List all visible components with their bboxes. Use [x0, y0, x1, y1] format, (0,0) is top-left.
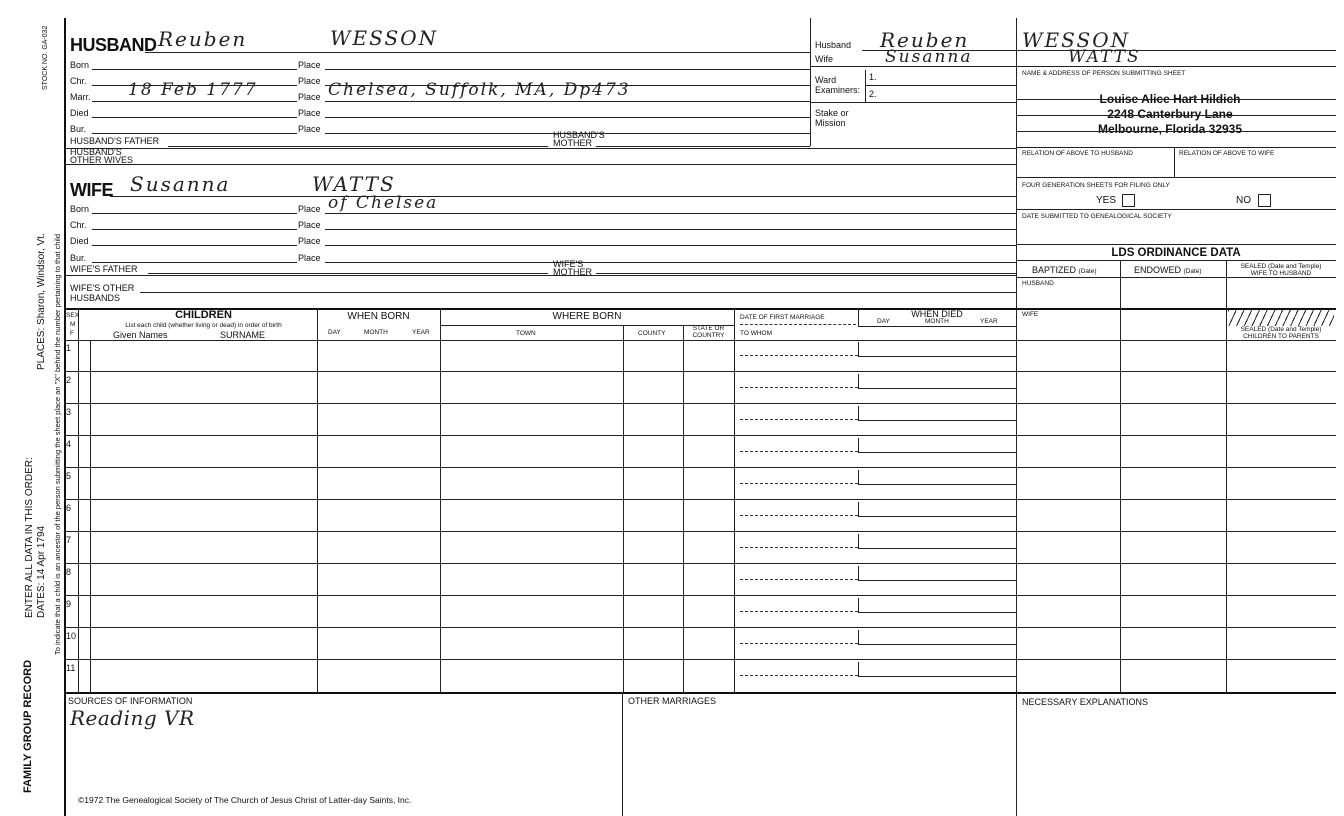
husbands-father-label: HUSBAND'S FATHER — [70, 136, 160, 146]
wife-heading: WIFE — [70, 180, 113, 200]
necessary-explanations-label: NECESSARY EXPLANATIONS — [1022, 697, 1149, 707]
ward-husband-given[interactable]: Reuben — [880, 28, 970, 52]
side-indicate-note: To indicate that a child is an ancestor of the person submitting the sheet place an "X" behind the number pertaining to that child — [53, 233, 62, 655]
husband-marriage-place[interactable]: Chelsea, Suffolk, MA, Dp473 — [328, 80, 631, 100]
side-dates-label: DATES: 14 Apr 1794 — [36, 525, 47, 618]
child-row-number: 6 — [66, 503, 72, 513]
wife-bur-label: Bur. — [70, 253, 87, 263]
child-row[interactable] — [64, 436, 1336, 468]
sources-value[interactable]: Reading VR — [70, 706, 195, 730]
marriage-date-line — [740, 355, 858, 356]
husband-died-place-label: Place — [298, 108, 321, 118]
marriage-date-line — [740, 483, 858, 484]
husbands-mother-label: HUSBAND'S MOTHER — [553, 130, 605, 148]
wife-born-label: Born — [70, 204, 90, 214]
husband-marr-place-label: Place — [298, 92, 321, 102]
side-places-label: PLACES: Sharon, Windsor, Vt. — [36, 233, 47, 370]
relation-husband-label: RELATION OF ABOVE TO HUSBAND — [1022, 150, 1133, 157]
husbands-other-wives-label: HUSBAND'S OTHER WIVES — [70, 147, 134, 165]
ward-husband-surname[interactable]: WESSON — [1022, 28, 1131, 52]
when-died-cell — [858, 470, 1017, 485]
child-row[interactable] — [64, 404, 1336, 436]
wife-surname[interactable]: WATTS — [312, 172, 396, 196]
lds-sealed-children-label: SEALED (Date and Temple) CHILDREN TO PARENTS — [1240, 326, 1322, 340]
ward-wife-surname[interactable]: WATTS — [1068, 47, 1141, 67]
husband-marriage-date[interactable]: 18 Feb 1777 — [128, 80, 258, 100]
child-row-number: 2 — [66, 375, 72, 385]
husband-surname[interactable]: WESSON — [330, 26, 439, 50]
husband-born-place-label: Place — [298, 60, 321, 70]
when-died-cell — [858, 502, 1017, 517]
when-died-cell — [858, 342, 1017, 357]
other-marriages-label: OTHER MARRIAGES — [628, 696, 717, 706]
four-gen-yes-checkbox[interactable] — [1122, 194, 1135, 207]
marriage-date-line — [740, 675, 858, 676]
wife-chr-label: Chr. — [70, 220, 87, 230]
lds-title: LDS ORDINANCE DATA — [1111, 247, 1241, 259]
marriage-date-line — [740, 451, 858, 452]
marriage-date-line — [740, 547, 858, 548]
when-died-cell — [858, 566, 1017, 581]
submitter-label: NAME & ADDRESS OF PERSON SUBMITTING SHEET — [1022, 70, 1186, 77]
child-row-number: 9 — [66, 599, 72, 609]
examiner-1: 1. — [869, 72, 877, 82]
wife-born-place-label: Place — [298, 204, 321, 214]
marriage-date-line — [740, 611, 858, 612]
child-row[interactable] — [64, 372, 1336, 404]
child-row[interactable] — [64, 564, 1336, 596]
child-row-number: 8 — [66, 567, 72, 577]
four-gen-no-label: NO — [1236, 195, 1251, 206]
husband-bur-place-label: Place — [298, 124, 321, 134]
wifes-other-husbands-label: WIFE'S OTHER HUSBANDS — [70, 283, 135, 303]
lds-endowed-label: ENDOWED (Date) — [1134, 265, 1202, 275]
lds-sealed-wife-label: SEALED (Date and Temple) WIFE TO HUSBAND — [1240, 263, 1322, 277]
when-died-cell — [858, 662, 1017, 677]
ward-wife-label: Wife — [815, 54, 833, 64]
lds-husband-label: HUSBAND — [1022, 280, 1054, 287]
four-gen-yes-label: YES — [1096, 195, 1117, 206]
lds-wife-label: WIFE — [1022, 311, 1039, 318]
children-title: CHILDREN — [175, 309, 232, 321]
date-submitted-label: DATE SUBMITTED TO GENEALOGICAL SOCIETY — [1022, 213, 1172, 220]
husband-given-name[interactable]: Reuben — [158, 27, 248, 51]
when-born-label: WHEN BORN — [347, 311, 410, 322]
when-died-label: WHEN DIED — [911, 309, 963, 319]
stock-number: STOCK NO. GA-032 — [42, 25, 49, 90]
when-died-cell — [858, 534, 1017, 549]
husband-chr-place-label: Place — [298, 76, 321, 86]
copyright-notice: ©1972 The Genealogical Society of The Church of Jesus Christ of Latter-day Saints, Inc. — [78, 795, 412, 805]
husband-born-label: Born — [70, 60, 90, 70]
to-whom-label: TO WHOM — [740, 330, 773, 337]
marriage-date-line — [740, 515, 858, 516]
stake-mission-label: Stake or Mission — [815, 108, 849, 128]
where-state-label: STATE OR COUNTRY — [692, 325, 725, 339]
sources-label: SOURCES OF INFORMATION — [68, 696, 193, 706]
child-row-number: 1 — [66, 343, 72, 353]
husband-heading: HUSBAND — [70, 35, 157, 55]
children-hint: List each child (whether living or dead) in order of birth — [125, 322, 282, 329]
wife-died-label: Died — [70, 236, 89, 246]
examiner-2: 2. — [869, 89, 877, 99]
children-m-label: M — [70, 321, 76, 328]
submitter-address: Louise Alice Hart Hildich 2248 Canterbury Lane Melbourne, Florida 32935 — [1097, 92, 1243, 136]
wife-given-name[interactable]: Susanna — [130, 172, 231, 196]
relation-wife-label: RELATION OF ABOVE TO WIFE — [1179, 150, 1275, 157]
child-row[interactable] — [64, 596, 1336, 628]
marriage-date-line — [740, 579, 858, 580]
children-surname-label: SURNAME — [220, 330, 266, 340]
child-row-number: 11 — [66, 663, 76, 673]
marriage-date-line — [740, 387, 858, 388]
wife-died-place-label: Place — [298, 236, 321, 246]
child-row[interactable] — [64, 532, 1336, 564]
husband-bur-label: Bur. — [70, 124, 87, 134]
ward-husband-label: Husband — [815, 40, 852, 50]
when-died-cell — [858, 406, 1017, 421]
where-born-label: WHERE BORN — [552, 311, 622, 322]
lds-baptized-label: BAPTIZED (Date) — [1032, 265, 1097, 275]
four-gen-no-checkbox[interactable] — [1258, 194, 1271, 207]
child-row[interactable] — [64, 500, 1336, 532]
ward-wife-given[interactable]: Susanna — [885, 47, 973, 67]
form-title: FAMILY GROUP RECORD — [22, 659, 34, 793]
when-died-cell — [858, 438, 1017, 453]
lds-hatched-cell — [1228, 310, 1334, 326]
when-died-cell — [858, 630, 1017, 645]
child-row[interactable] — [64, 660, 1336, 692]
when-died-cell — [858, 374, 1017, 389]
died-month-label: MONTH — [925, 318, 949, 325]
four-generation-label: FOUR GENERATION SHEETS FOR FILING ONLY — [1022, 182, 1170, 189]
children-given-label: Given Names — [113, 330, 168, 340]
children-f-label: F — [70, 330, 74, 337]
child-row-number: 5 — [66, 471, 72, 481]
wife-chr-place-label: Place — [298, 220, 321, 230]
marriage-date-line — [740, 419, 858, 420]
child-row[interactable] — [64, 468, 1336, 500]
children-sex-label: SEX — [66, 312, 80, 319]
child-row[interactable] — [64, 340, 1336, 372]
when-died-cell — [858, 598, 1017, 613]
child-row-number: 4 — [66, 439, 72, 449]
wifes-mother-label: WIFE'S MOTHER — [553, 259, 592, 277]
husband-marr-label: Marr. — [70, 92, 91, 102]
wife-bur-place-label: Place — [298, 253, 321, 263]
examiners-label: Examiners: — [815, 85, 861, 95]
born-day-label: DAY — [328, 329, 341, 336]
marriage-date-line — [740, 643, 858, 644]
child-row-number: 7 — [66, 535, 72, 545]
child-row-number: 3 — [66, 407, 72, 417]
husband-chr-label: Chr. — [70, 76, 87, 86]
child-row-number: 10 — [66, 631, 77, 641]
child-row[interactable] — [64, 628, 1336, 660]
first-marriage-label: DATE OF FIRST MARRIAGE — [740, 314, 825, 321]
side-enter-label: ENTER ALL DATA IN THIS ORDER: — [24, 457, 35, 618]
wife-birth-place[interactable]: of Chelsea — [328, 193, 439, 213]
died-day-label: DAY — [877, 318, 890, 325]
wifes-father-label: WIFE'S FATHER — [70, 264, 138, 274]
born-month-label: MONTH — [364, 329, 388, 336]
husband-died-label: Died — [70, 108, 89, 118]
where-town-label: TOWN — [516, 330, 536, 337]
ward-label: Ward — [815, 75, 837, 85]
died-year-label: YEAR — [980, 318, 998, 325]
where-county-label: COUNTY — [638, 330, 666, 337]
born-year-label: YEAR — [412, 329, 430, 336]
